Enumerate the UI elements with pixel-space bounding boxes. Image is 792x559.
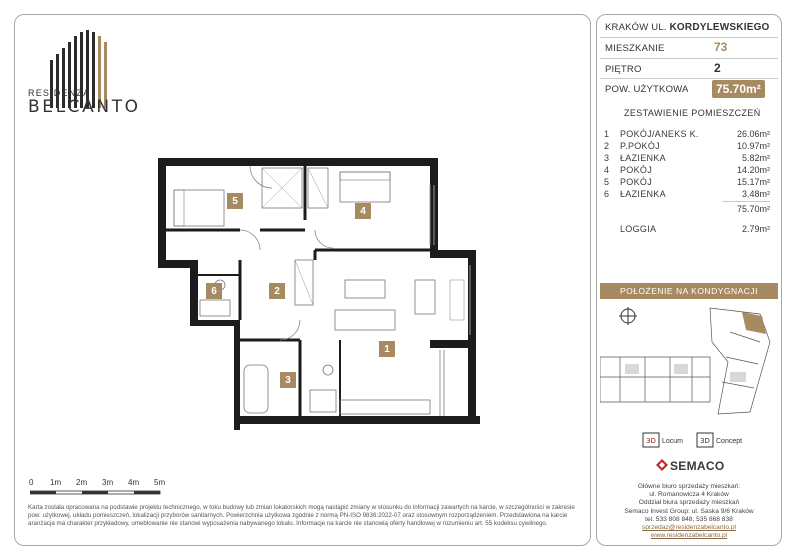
- locum-logo-icon: [642, 432, 660, 448]
- contact-line: Semaco Invest Group: ul. Saska 9/6 Kraków: [624, 507, 754, 515]
- room-area: 3.48m²: [741, 189, 770, 199]
- brand-line1: RESIDENZA: [28, 88, 91, 98]
- brand-line2: BELCANTO: [28, 97, 141, 117]
- floor-position-map: [600, 302, 778, 422]
- city-prefix: KRAKÓW UL.: [605, 22, 667, 33]
- scale-label-5m: 5m: [154, 478, 166, 487]
- scale-label-4m: 4m: [128, 478, 140, 487]
- address-row: [605, 22, 770, 33]
- contact-website-link[interactable]: www.residenzabelcanto.pl: [650, 532, 728, 540]
- loggia-area: 2.79m²: [741, 224, 770, 234]
- room-number: 2: [604, 141, 610, 151]
- contact-block: [600, 483, 778, 540]
- room-number: 4: [604, 165, 610, 175]
- concept-logo-icon: [696, 432, 714, 448]
- scale-label-0: 0: [29, 478, 34, 487]
- scale-label-2m: 2m: [76, 478, 88, 487]
- scale-ruler: [30, 489, 164, 497]
- room-row: [604, 177, 770, 189]
- contact-line: Główne biuro sprzedaży mieszkań:: [637, 483, 741, 490]
- svg-text:3D: 3D: [700, 437, 710, 445]
- room-row: [604, 189, 770, 201]
- room-row: [604, 165, 770, 177]
- floor-label: PIĘTRO: [605, 64, 642, 75]
- divider: [600, 37, 778, 38]
- area-label: POW. UŻYTKOWA: [605, 84, 689, 95]
- contact-line: Oddział biura sprzedaży mieszkań: [638, 499, 740, 507]
- scale-label-1m: 1m: [50, 478, 62, 487]
- partner-locum: Locum: [662, 438, 684, 445]
- disclaimer-text: Karta została opracowana na podstawie projektu technicznego, w toku budowy lub zmian lokatorskich mogą nastąpić zmiany w stosunku do informacji zawartych na karcie, w szczególności w zakresie pow. użytkowej, układu pomieszczeń, lokalizacji przyborów sanitarnych. Powierzchnia użytkowa zgodnie z normą PN-ISO 9836:2022-07 oraz stosownym rozporządzeniem. Przedstawiona na karcie aranżacja ma charakter przykładowy, umeblowanie nie stanowi wyposażenia nabywanego lokalu. Informacje na karcie nie stanowią oferty handlowej w rozumieniu art. 55 kodeksu cywilnego.: [28, 504, 575, 527]
- room-area: 15.17m²: [736, 177, 770, 187]
- floor-map-drawing: [600, 302, 778, 422]
- total-area: 75.70m²: [736, 204, 770, 214]
- partner-concept: Concept: [716, 438, 743, 445]
- semaco-logo-icon: [656, 459, 668, 471]
- svg-text:3D: 3D: [646, 437, 656, 445]
- room-area: 14.20m²: [736, 165, 770, 175]
- floor-plan: [150, 150, 480, 430]
- divider: [600, 78, 778, 79]
- scale-label-3m: 3m: [102, 478, 114, 487]
- room-number: 6: [604, 189, 610, 199]
- room-area: 26.06m²: [736, 129, 770, 139]
- loggia-label: LOGGIA: [620, 224, 657, 234]
- room-area: 5.82m²: [741, 153, 770, 163]
- scale-bar: [26, 478, 176, 502]
- rooms-title: ZESTAWIENIE POMIESZCZEŃ: [624, 108, 761, 118]
- room-area: 10.97m²: [736, 141, 770, 151]
- room-name: POKÓJ/ANEKS K.: [620, 129, 699, 139]
- floor-number: 2: [714, 61, 721, 75]
- room-5-marker: 5: [227, 193, 243, 209]
- room-row: [604, 153, 770, 165]
- room-name: P.POKÓJ: [620, 141, 660, 151]
- room-number: 1: [604, 129, 610, 139]
- apartment-highlight: [742, 312, 766, 334]
- room-number: 5: [604, 177, 610, 187]
- contact-line: ul. Romanowicza 4 Kraków: [649, 491, 729, 499]
- room-name: ŁAZIENKA: [620, 189, 666, 199]
- room-4-marker: 4: [355, 203, 371, 219]
- total-rule: [722, 201, 770, 202]
- floor-plan-drawing: [150, 150, 480, 430]
- flat-label: MIESZKANIE: [605, 43, 665, 54]
- partner-semaco: SEMACO: [670, 459, 725, 473]
- floor-section-title: POŁOŻENIE NA KONDYGNACJI: [600, 283, 778, 299]
- room-3-marker: 3: [280, 372, 296, 388]
- room-row: [604, 129, 770, 141]
- street-name: KORDYLEWSKIEGO: [669, 22, 770, 33]
- room-name: POKÓJ: [620, 177, 653, 187]
- room-number: 3: [604, 153, 610, 163]
- contact-email-link[interactable]: sprzedaz@residenzabelcanto.pl: [642, 524, 736, 532]
- room-name: ŁAZIENKA: [620, 153, 666, 163]
- flat-number: 73: [714, 40, 728, 54]
- room-6-marker: 6: [206, 283, 222, 299]
- contact-phone: tel. 533 808 848, 535 868 838: [645, 515, 733, 523]
- area-badge: 75.70m²: [712, 80, 765, 98]
- room-1-marker: 1: [379, 341, 395, 357]
- divider: [600, 58, 778, 59]
- room-2-marker: 2: [269, 283, 285, 299]
- room-row: [604, 141, 770, 153]
- room-name: POKÓJ: [620, 165, 653, 175]
